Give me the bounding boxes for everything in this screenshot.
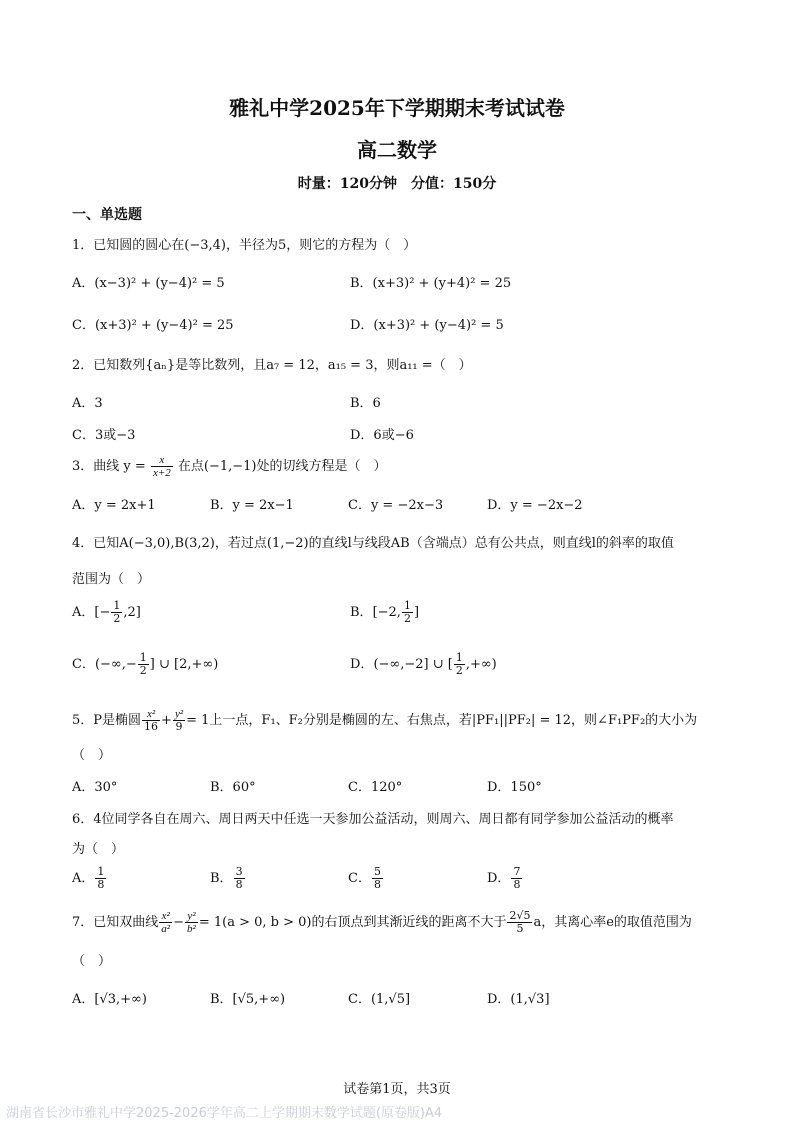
q4-option-a: A．[− $\frac{1}{2}$ ,2] <box>72 599 141 626</box>
q5-option-c: C．120° <box>348 780 403 795</box>
question-number: 3． <box>72 459 94 475</box>
question-6 <box>72 808 674 827</box>
q3-option-a: A．y = 2x+1 <box>72 498 156 513</box>
q6-option-d: D． $\frac{7}{8}$ <box>487 865 521 892</box>
q1-option-b: B．(x+3)² + (y+4)² = 25 <box>350 276 512 291</box>
question-stem: 已知A(−3,0),B(3,2)，若过点(1,−2)的直线l与线段AB（含端点）总有公共点，则直线l的斜率的取值 <box>93 536 674 551</box>
question-5: 5．P是椭圆 $\frac{\text{x²}}{16}$ + $\frac{\text{y²}}{9}$ = 1上一点，F₁、F₂分别是椭圆的左、右焦点，若|PF₁||PF₂| = 12，则∠F₁PF₂的大小为 <box>72 708 698 734</box>
q2-option-b: B．6 <box>350 396 381 411</box>
question-number: 7． <box>72 915 94 931</box>
question-1 <box>72 234 416 253</box>
q6-option-a: A． $\frac{1}{8}$ <box>72 865 105 892</box>
q7-option-b: B．[√5,+∞) <box>210 992 286 1007</box>
q6-option-c: C． $\frac{5}{8}$ <box>348 865 381 892</box>
question-4 <box>72 532 674 551</box>
question-stem-pre: 曲线 y = <box>93 459 146 475</box>
q3-option-c: C．y = −2x−3 <box>348 498 444 513</box>
question-number: 4． <box>72 536 94 551</box>
question-number: 2． <box>72 358 94 373</box>
question-7-line2: （ ） <box>72 954 112 969</box>
q3-option-d: D．y = −2x−2 <box>487 498 583 513</box>
q7-option-c: C．(1,√5] <box>348 992 411 1007</box>
q5-option-a: A．30° <box>72 780 118 795</box>
q1-option-c: C．(x+3)² + (y−4)² = 25 <box>72 318 234 333</box>
fraction: $\frac{x}{x+2}$ <box>152 454 171 480</box>
q2-option-a: A．3 <box>72 396 103 411</box>
q2-option-c: C．3或−3 <box>72 428 136 443</box>
question-stem: 已知圆的圆心在(−3,4)，半径为5，则它的方程为（ ） <box>93 238 417 253</box>
q4-option-b: B．[−2, $\frac{1}{2}$ ] <box>350 599 420 626</box>
q1-option-a: A．(x−3)² + (y−4)² = 5 <box>72 276 225 291</box>
exam-meta: 时量：120分钟 分值：150分 <box>297 176 497 192</box>
question-stem: 4位同学各自在周六、周日两天中任选一天参加公益活动，则周六、周日都有同学参加公益活动的概率 <box>93 812 674 827</box>
q3-option-b: B．y = 2x−1 <box>210 498 294 513</box>
question-stem: 已知数列{aₙ}是等比数列，且a₇ = 12，a₁₅ = 3，则a₁₁ =（ ） <box>93 358 472 373</box>
question-number: 5． <box>72 713 94 729</box>
q7-option-d: D．(1,√3] <box>487 992 550 1007</box>
question-5-line2: （ ） <box>72 748 112 763</box>
exam-subtitle: 高二数学 <box>357 138 437 162</box>
question-number: 1． <box>72 238 94 253</box>
q2-option-d: D．6或−6 <box>350 428 414 443</box>
question-3 <box>72 454 387 479</box>
q4-option-d: D．(−∞,−2] ∪ [ $\frac{1}{2}$ ,+∞) <box>350 651 497 678</box>
question-2 <box>72 354 472 373</box>
question-7: 7．已知双曲线 $\frac{\text{x²}}{\text{a²}}$ − $\frac{\text{y²}}{\text{b²}}$ = 1(a > 0, b > 0)的右顶点到其渐近线的距离不大于 $\frac{2√5}{5}$ a，其离心率e的取值范围为 <box>72 909 692 936</box>
section-heading: 一、单选题 <box>72 207 142 223</box>
q4-option-c: C．(−∞,− $\frac{1}{2}$ ] ∪ [2,+∞) <box>72 651 219 678</box>
q5-option-d: D．150° <box>487 780 542 795</box>
q6-option-b: B． $\frac{3}{8}$ <box>210 865 243 892</box>
q1-option-d: D．(x+3)² + (y−4)² = 5 <box>350 318 504 333</box>
question-stem-post: 在点(−1,−1)处的切线方程是（ ） <box>177 459 387 475</box>
question-4-line2: 范围为（ ） <box>72 572 151 587</box>
q5-option-b: B．60° <box>210 780 256 795</box>
page-footer: 试卷第1页，共3页 <box>343 1082 451 1097</box>
question-number: 6． <box>72 812 94 827</box>
watermark: 湖南省长沙市雅礼中学2025-2026学年高二上学期期末数学试题(原卷版)A4 <box>6 1106 443 1121</box>
question-6-line2: 为（ ） <box>72 842 125 857</box>
q7-option-a: A．[√3,+∞) <box>72 992 147 1007</box>
exam-title: 雅礼中学2025年下学期期末考试试卷 <box>229 96 565 120</box>
